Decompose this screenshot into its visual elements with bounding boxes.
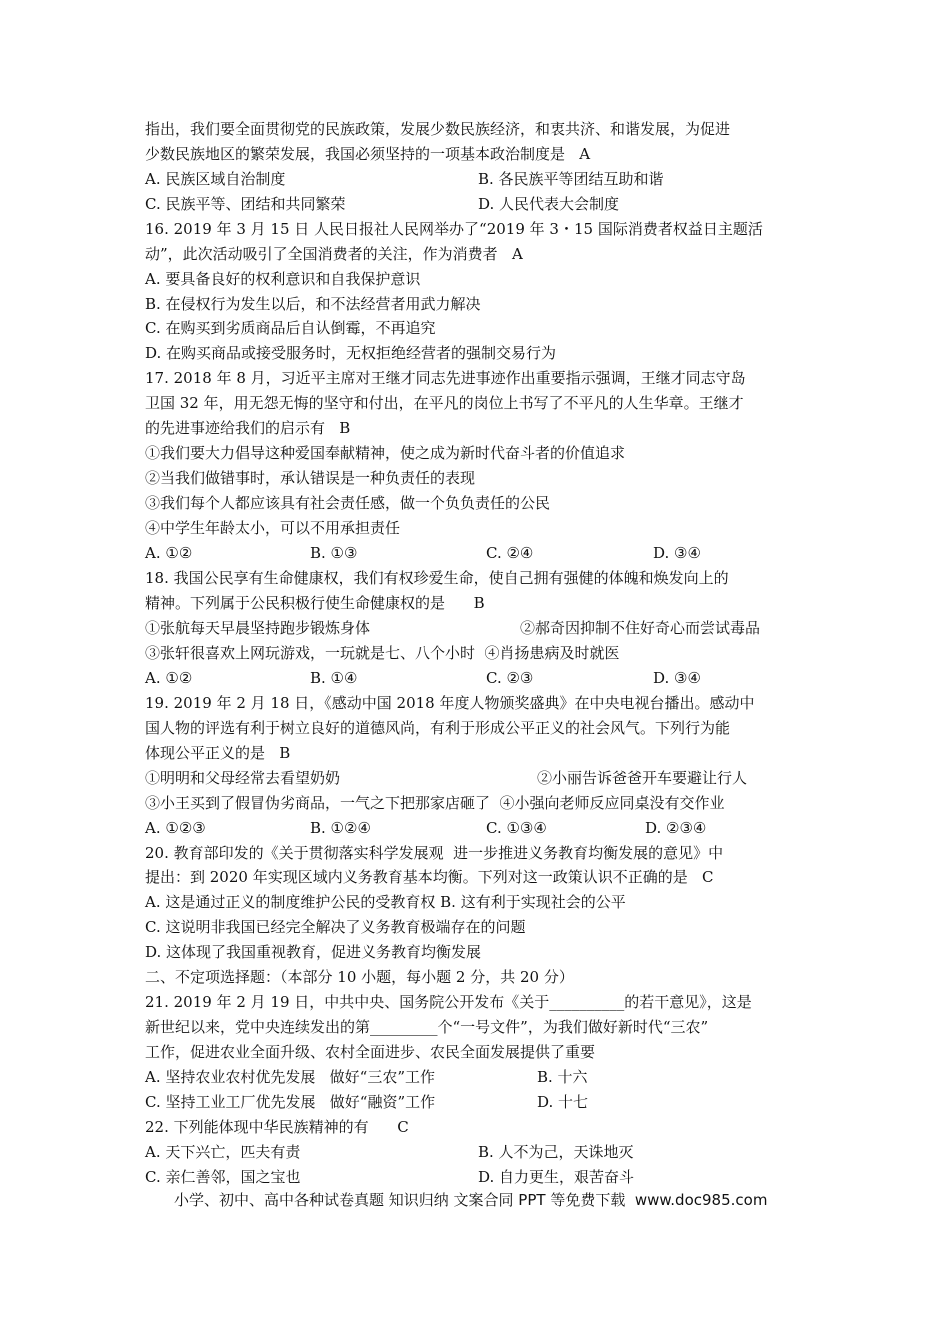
text-line: 卫国 32 年，用无怨无悔的坚守和付出，在平凡的岗位上书写了不平凡的人生华章。王继才 [145, 394, 744, 412]
statement: ③张轩很喜欢上网玩游戏，一玩就是七、八个小时 ④肖扬患病及时就医 [145, 644, 620, 662]
statement: ②郝奇因抑制不住好奇心而尝试毒品 [520, 619, 761, 637]
text-line: 精神。下列属于公民积极行使生命健康权的是 B [145, 594, 485, 612]
statement: ②小丽告诉爸爸开车要避让行人 [537, 769, 748, 787]
footer-ad: 小学、初中、高中各种试卷真题 知识归纳 文案合同 PPT 等免费下载 www.doc985.com [174, 1191, 768, 1209]
question-21: 21. 2019 年 2 月 19 日，中共中央、国务院公开发布《关于__________的若干意见》，这是 [145, 993, 752, 1011]
text-line: 新世纪以来，党中央连续发出的第_________个“一号文件”，为我们做好新时代“三农” [145, 1018, 709, 1036]
option-a: A. 坚持农业农村优先发展 做好“三农”工作 [145, 1068, 436, 1086]
option-d: D. 这体现了我国重视教育，促进义务教育均衡发展 [145, 943, 482, 961]
text-line: 体现公平正义的是 B [145, 744, 291, 762]
option-d: D. 在购买商品或接受服务时，无权拒绝经营者的强制交易行为 [145, 344, 557, 362]
statement: ①明明和父母经常去看望奶奶 [145, 769, 341, 787]
question-18: 18. 我国公民享有生命健康权，我们有权珍爱生命，使自己拥有强健的体魄和焕发向上的 [145, 569, 729, 587]
option-d: D. ③④ [653, 669, 701, 687]
statement: ③我们每个人都应该具有社会责任感，做一个负负责任的公民 [145, 494, 551, 512]
option-c: C. ②③ [486, 669, 534, 687]
option-b: B. ①②④ [310, 819, 371, 837]
option-d: D. 十七 [537, 1093, 589, 1111]
option-a: A. ①② [145, 544, 193, 562]
text-line: 指出，我们要全面贯彻党的民族政策，发展少数民族经济，和衷共济、和谐发展，为促进 [145, 120, 731, 138]
text-line: 提出：到 2020 年实现区域内义务教育基本均衡。下列对这一政策认识不正确的是 C [145, 868, 714, 886]
option-c: C. 民族平等、团结和共同繁荣 [145, 195, 346, 213]
question-17: 17. 2018 年 8 月，习近平主席对王继才同志先进事迹作出重要指示强调，王继才同志守岛 [145, 369, 746, 387]
statement: ①张航每天早晨坚持跑步锻炼身体 [145, 619, 371, 637]
statement: ①我们要大力倡导这种爱国奉献精神，使之成为新时代奋斗者的价值追求 [145, 444, 626, 462]
text-line: 的先进事迹给我们的启示有 B [145, 419, 351, 437]
question-16: 16. 2019 年 3 月 15 日 人民日报社人民网举办了“2019 年 3・15 国际消费者权益日主题活 [145, 220, 763, 238]
option-d: D. 人民代表大会制度 [478, 195, 620, 213]
option-d: D. 自力更生，艰苦奋斗 [478, 1168, 635, 1186]
option-b: B. 人不为己，天诛地灭 [478, 1143, 634, 1161]
text-line: 国人物的评选有利于树立良好的道德风尚，有利于形成公平正义的社会风气。下列行为能 [145, 719, 731, 737]
option-c: C. ①③④ [486, 819, 547, 837]
option-b: B. 在侵权行为发生以后，和不法经营者用武力解决 [145, 295, 481, 313]
question-22: 22. 下列能体现中华民族精神的有 C [145, 1118, 409, 1136]
option-c: C. ②④ [486, 544, 534, 562]
option-a-b: A. 这是通过正义的制度维护公民的受教育权 B. 这有利于实现社会的公平 [145, 893, 626, 911]
statement: ②当我们做错事时，承认错误是一种负责任的表现 [145, 469, 476, 487]
option-b: B. ①④ [310, 669, 358, 687]
option-b: B. 各民族平等团结互助和谐 [478, 170, 664, 188]
text-line: 动”，此次活动吸引了全国消费者的关注，作为消费者 A [145, 245, 523, 263]
option-c: C. 这说明非我国已经完全解决了义务教育极端存在的问题 [145, 918, 526, 936]
text-line: 工作，促进农业全面升级、农村全面进步、农民全面发展提供了重要 [145, 1043, 596, 1061]
statement: ④中学生年龄太小，可以不用承担责任 [145, 519, 401, 537]
text-line: 少数民族地区的繁荣发展，我国必须坚持的一项基本政治制度是 A [145, 145, 591, 163]
option-a: A. 要具备良好的权利意识和自我保护意识 [145, 270, 421, 288]
option-c: C. 坚持工业工厂优先发展 做好“融资”工作 [145, 1093, 436, 1111]
option-b: B. ①③ [310, 544, 358, 562]
section-heading: 二、不定项选择题：（本部分 10 小题，每小题 2 分，共 20 分） [145, 968, 574, 986]
option-c: C. 亲仁善邻，国之宝也 [145, 1168, 301, 1186]
option-a: A. ①②③ [145, 819, 206, 837]
option-a: A. 民族区域自治制度 [145, 170, 286, 188]
question-20: 20. 教育部印发的《关于贯彻落实科学发展观 进一步推进义务教育均衡发展的意见》中 [145, 844, 724, 862]
statement: ③小王买到了假冒伪劣商品，一气之下把那家店砸了 ④小强向老师反应同桌没有交作业 [145, 794, 725, 812]
option-c: C. 在购买到劣质商品后自认倒霉，不再追究 [145, 319, 436, 337]
option-b: B. 十六 [537, 1068, 588, 1086]
question-19: 19. 2019 年 2 月 18 日，《感动中国 2018 年度人物颁奖盛典》在中央电视台播出。感动中 [145, 694, 755, 712]
option-a: A. 天下兴亡，匹夫有责 [145, 1143, 301, 1161]
option-a: A. ①② [145, 669, 193, 687]
option-d: D. ②③④ [645, 819, 707, 837]
option-d: D. ③④ [653, 544, 701, 562]
